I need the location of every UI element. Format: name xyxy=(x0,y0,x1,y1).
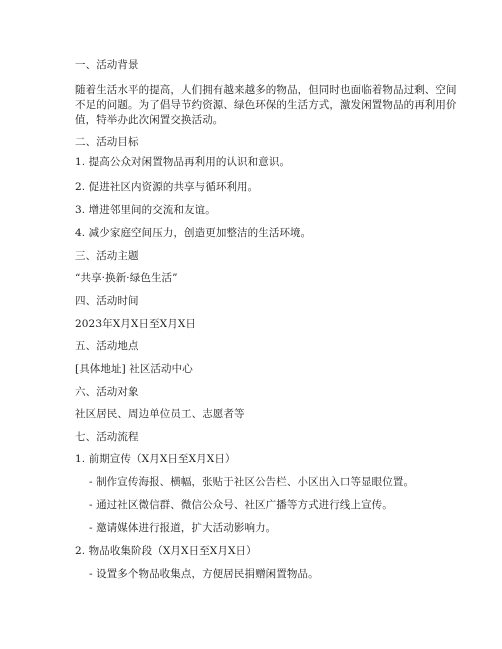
section-heading-process: 七、活动流程 xyxy=(75,431,139,443)
process-step: 1. 前期宣传（X月X日至X月X日） xyxy=(75,453,236,465)
audience-text: 社区居民、周边单位员工、志愿者等 xyxy=(75,408,245,420)
bullet-item: - 设置多个物品收集点，方便居民捐赠闲置物品。 xyxy=(89,568,319,580)
list-item: 2. 促进社区内资源的共享与循环利用。 xyxy=(75,181,259,193)
section-heading-time: 四、活动时间 xyxy=(75,295,139,307)
section-heading-theme: 三、活动主题 xyxy=(75,250,139,262)
paragraph-line: 不足的问题。为了倡导节约资源、绿色环保的生活方式，激发闲置物品的再利用价 xyxy=(75,99,457,111)
process-step: 2. 物品收集阶段（X月X日至X月X日） xyxy=(75,545,257,557)
section-heading-background: 一、活动背景 xyxy=(75,59,139,71)
location-text: [具体地址] 社区活动中心 xyxy=(75,363,193,375)
bullet-item: - 通过社区微信群、微信公众号、社区广播等方式进行线上宣传。 xyxy=(89,499,393,511)
paragraph-line: 随着生活水平的提高，人们拥有越来越多的物品，但同时也面临着物品过剩、空间 xyxy=(75,84,457,96)
bullet-item: - 制作宣传海报、横幅，张贴于社区公告栏、小区出入口等显眼位置。 xyxy=(89,476,415,488)
section-heading-goals: 二、活动目标 xyxy=(75,136,139,148)
list-item: 3. 增进邻里间的交流和友谊。 xyxy=(75,204,216,216)
bullet-item: - 邀请媒体进行报道，扩大活动影响力。 xyxy=(89,522,277,534)
paragraph-line: 值，特举办此次闲置交换活动。 xyxy=(75,114,224,126)
list-item: 4. 减少家庭空间压力，创造更加整洁的生活环境。 xyxy=(75,227,312,239)
time-text: 2023年X月X日至X月X日 xyxy=(75,318,197,330)
section-heading-audience: 六、活动对象 xyxy=(75,386,139,398)
list-item: 1. 提高公众对闲置物品再利用的认识和意识。 xyxy=(75,156,291,168)
section-heading-location: 五、活动地点 xyxy=(75,340,139,352)
theme-text: “共享·换新·绿色生活” xyxy=(75,272,178,284)
